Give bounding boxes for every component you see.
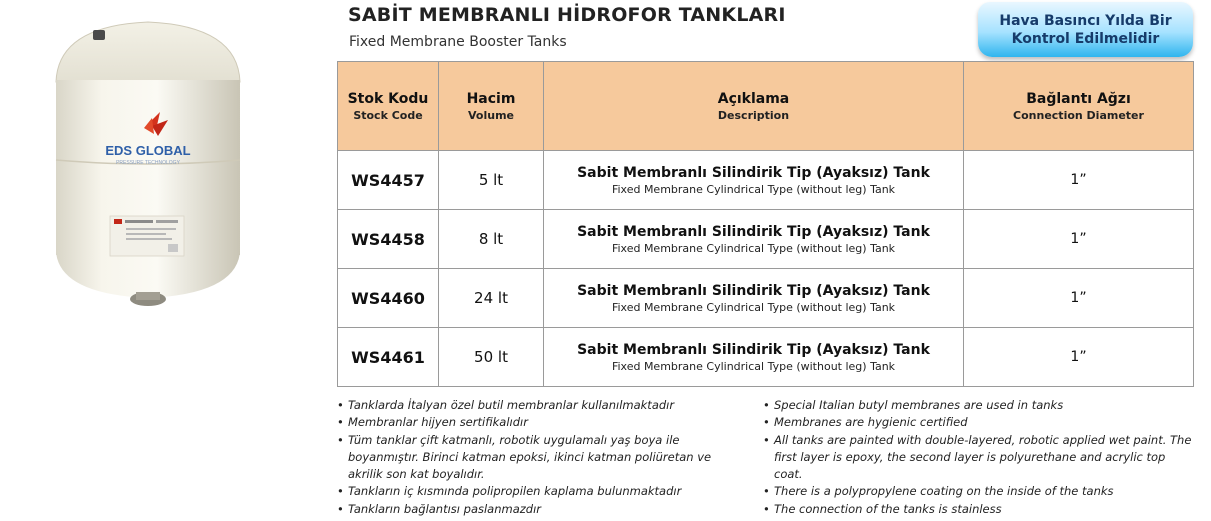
product-tank-image [48,12,248,312]
cell-volume: 24 lt [439,269,544,328]
col-header-volume [439,62,544,151]
col-header-main: Stok Kodu [347,90,429,107]
note-item: • There is a polypropylene coating on the inside of the tanks [763,483,1193,500]
note-item: • All tanks are painted with double-layered, robotic applied wet paint. The first layer is epoxy, the second layer is polyurethane and acrylic top coat. [763,432,1193,484]
description-en: Fixed Membrane Cylindrical Type (without leg) Tank [611,359,896,373]
cell-connection: 1” [964,328,1194,387]
col-header-stock-code [338,62,439,151]
cell-description [544,328,964,387]
description-en: Fixed Membrane Cylindrical Type (without leg) Tank [611,300,896,314]
description-tr: Sabit Membranlı Silindirik Tip (Ayaksız) Tank [577,223,930,240]
cell-stock-code: WS4461 [338,328,439,387]
col-header-sub: Description [717,108,790,122]
product-table [337,61,1194,387]
cell-description [544,269,964,328]
table-row [338,210,1194,269]
tank-illustration [48,12,248,312]
description-tr: Sabit Membranlı Silindirik Tip (Ayaksız) Tank [577,341,930,358]
badge-line-1: Hava Basıncı Yıldа Bir [999,12,1172,29]
col-header-main: Hacim [466,90,516,107]
description-tr: Sabit Membranlı Silindirik Tip (Ayaksız) Tank [577,282,930,299]
cell-connection: 1” [964,151,1194,210]
col-header-sub: Volume [468,108,514,122]
cell-volume: 50 lt [439,328,544,387]
cell-connection: 1” [964,269,1194,328]
table-row [338,151,1194,210]
col-header-main: Açıklama [717,90,790,107]
page-title: SABİT MEMBRANLI HİDROFOR TANKLARI [348,4,786,26]
note-item: • Tanklarda İtalyan özel butil membranlar kullanılmaktadır [337,397,732,414]
air-pressure-notice-badge [978,2,1193,57]
note-item: • Membranes are hygienic certified [763,414,1193,431]
description-en: Fixed Membrane Cylindrical Type (without leg) Tank [611,241,896,255]
table-row [338,328,1194,387]
description-en: Fixed Membrane Cylindrical Type (without leg) Tank [611,182,896,196]
description-tr: Sabit Membranlı Silindirik Tip (Ayaksız) Tank [577,164,930,181]
page-subtitle: Fixed Membrane Booster Tanks [349,34,567,50]
note-item: • Tankların bağlantısı paslanmazdır [337,501,732,518]
col-header-main: Bağlantı Ağzı [1026,90,1131,107]
col-header-sub: Stock Code [353,108,423,122]
note-item: • Tüm tanklar çift katmanlı, robotik uygulamalı yaş boya ile boyanmıştır. Birinci katman epoksi, ikinci katman poliüretan ve akrilik son kat boyalıdır. [337,432,732,484]
note-item: • The connection of the tanks is stainless [763,501,1193,518]
table-row [338,269,1194,328]
col-header-description [544,62,964,151]
cell-stock-code: WS4460 [338,269,439,328]
svg-text:PRESSURE TECHNOLOGY: PRESSURE TECHNOLOGY [116,160,180,166]
note-item: • Special Italian butyl membranes are used in tanks [763,397,1193,414]
col-header-connection [964,62,1194,151]
cell-description [544,151,964,210]
col-header-sub: Connection Diameter [1013,108,1144,122]
cell-description [544,210,964,269]
cell-volume: 8 lt [439,210,544,269]
brand-logo-text: EDS GLOBAL [105,143,191,158]
badge-line-2: Kontrol Edilmelidir [1011,30,1160,47]
cell-volume: 5 lt [439,151,544,210]
notes-english [763,397,1193,518]
note-item: • Membranlar hijyen sertifikalıdır [337,414,732,431]
cell-stock-code: WS4457 [338,151,439,210]
cell-stock-code: WS4458 [338,210,439,269]
cell-connection: 1” [964,210,1194,269]
note-item: • Tankların iç kısmında polipropilen kaplama bulunmaktadır [337,483,732,500]
notes-turkish [337,397,732,518]
table-header-row [338,62,1194,151]
